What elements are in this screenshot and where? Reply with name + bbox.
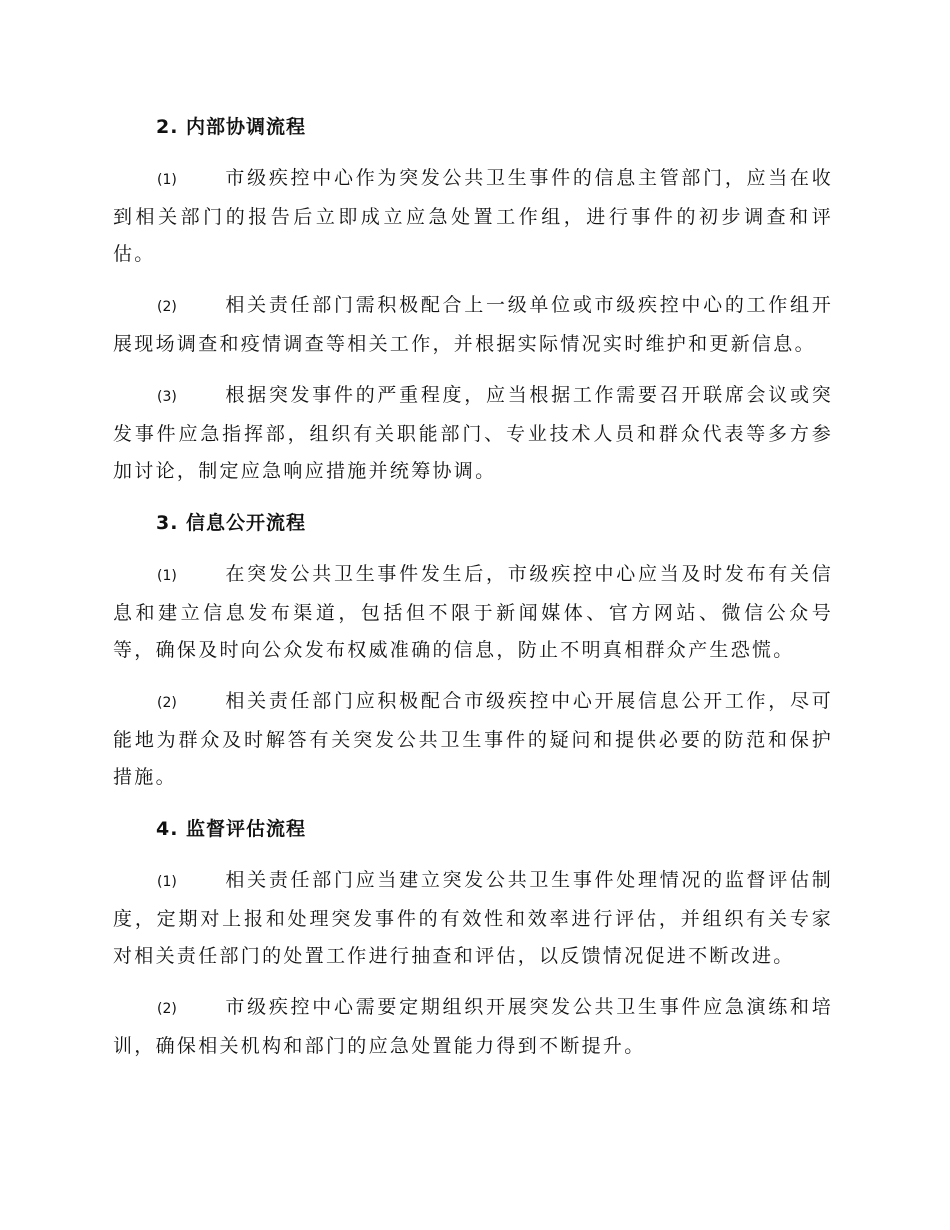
section-heading: 2. 内部协调流程 <box>156 116 307 138</box>
paragraph-text: 市级疾控中心需要定期组织开展突发公共卫生事件应急演练和培训，确保相关机构和部门的应急处置能力得到不断提升。 <box>113 996 833 1057</box>
section-heading: 3. 信息公开流程 <box>156 512 307 534</box>
item-number: (2) <box>157 695 177 711</box>
item-number: (1) <box>157 568 177 584</box>
paragraph <box>113 683 833 796</box>
item-number: (1) <box>157 172 177 188</box>
paragraph <box>113 989 833 1065</box>
paragraph-text: 根据突发事件的严重程度，应当根据工作需要召开联席会议或突发事件应急指挥部，组织有关职能部门、专业技术人员和群众代表等多方参加讨论，制定应急响应措施并统筹协调。 <box>113 384 833 482</box>
paragraph-text: 相关责任部门应积极配合市级疾控中心开展信息公开工作，尽可能地为群众及时解答有关突发公共卫生事件的疑问和提供必要的防范和保护措施。 <box>113 690 833 788</box>
item-number: (2) <box>157 299 177 315</box>
item-number: (2) <box>157 1001 177 1017</box>
paragraph-text: 市级疾控中心作为突发公共卫生事件的信息主管部门，应当在收到相关部门的报告后立即成立应急处置工作组，进行事件的初步调查和评估。 <box>113 167 833 265</box>
paragraph <box>113 862 833 975</box>
paragraph-text: 相关责任部门需积极配合上一级单位或市级疾控中心的工作组开展现场调查和疫情调查等相关工作，并根据实际情况实时维护和更新信息。 <box>113 294 833 355</box>
paragraph <box>113 556 833 669</box>
paragraph <box>113 160 833 273</box>
paragraph <box>113 287 833 363</box>
section-heading: 4. 监督评估流程 <box>156 818 307 840</box>
section-supervision-evaluation <box>113 810 833 1065</box>
item-number: (3) <box>157 389 177 405</box>
section-information-disclosure <box>113 504 833 796</box>
section-internal-coordination <box>113 108 833 490</box>
paragraph-text: 在突发公共卫生事件发生后，市级疾控中心应当及时发布有关信息和建立信息发布渠道，包括但不限于新闻媒体、官方网站、微信公众号等，确保及时向公众发布权威准确的信息，防止不明真相群众产生恐慌。 <box>113 563 833 661</box>
document-page <box>113 108 833 1079</box>
paragraph-text: 相关责任部门应当建立突发公共卫生事件处理情况的监督评估制度，定期对上报和处理突发事件的有效性和效率进行评估，并组织有关专家对相关责任部门的处置工作进行抽查和评估，以反馈情况促进不断改进。 <box>113 869 833 967</box>
paragraph <box>113 377 833 490</box>
item-number: (1) <box>157 874 177 890</box>
